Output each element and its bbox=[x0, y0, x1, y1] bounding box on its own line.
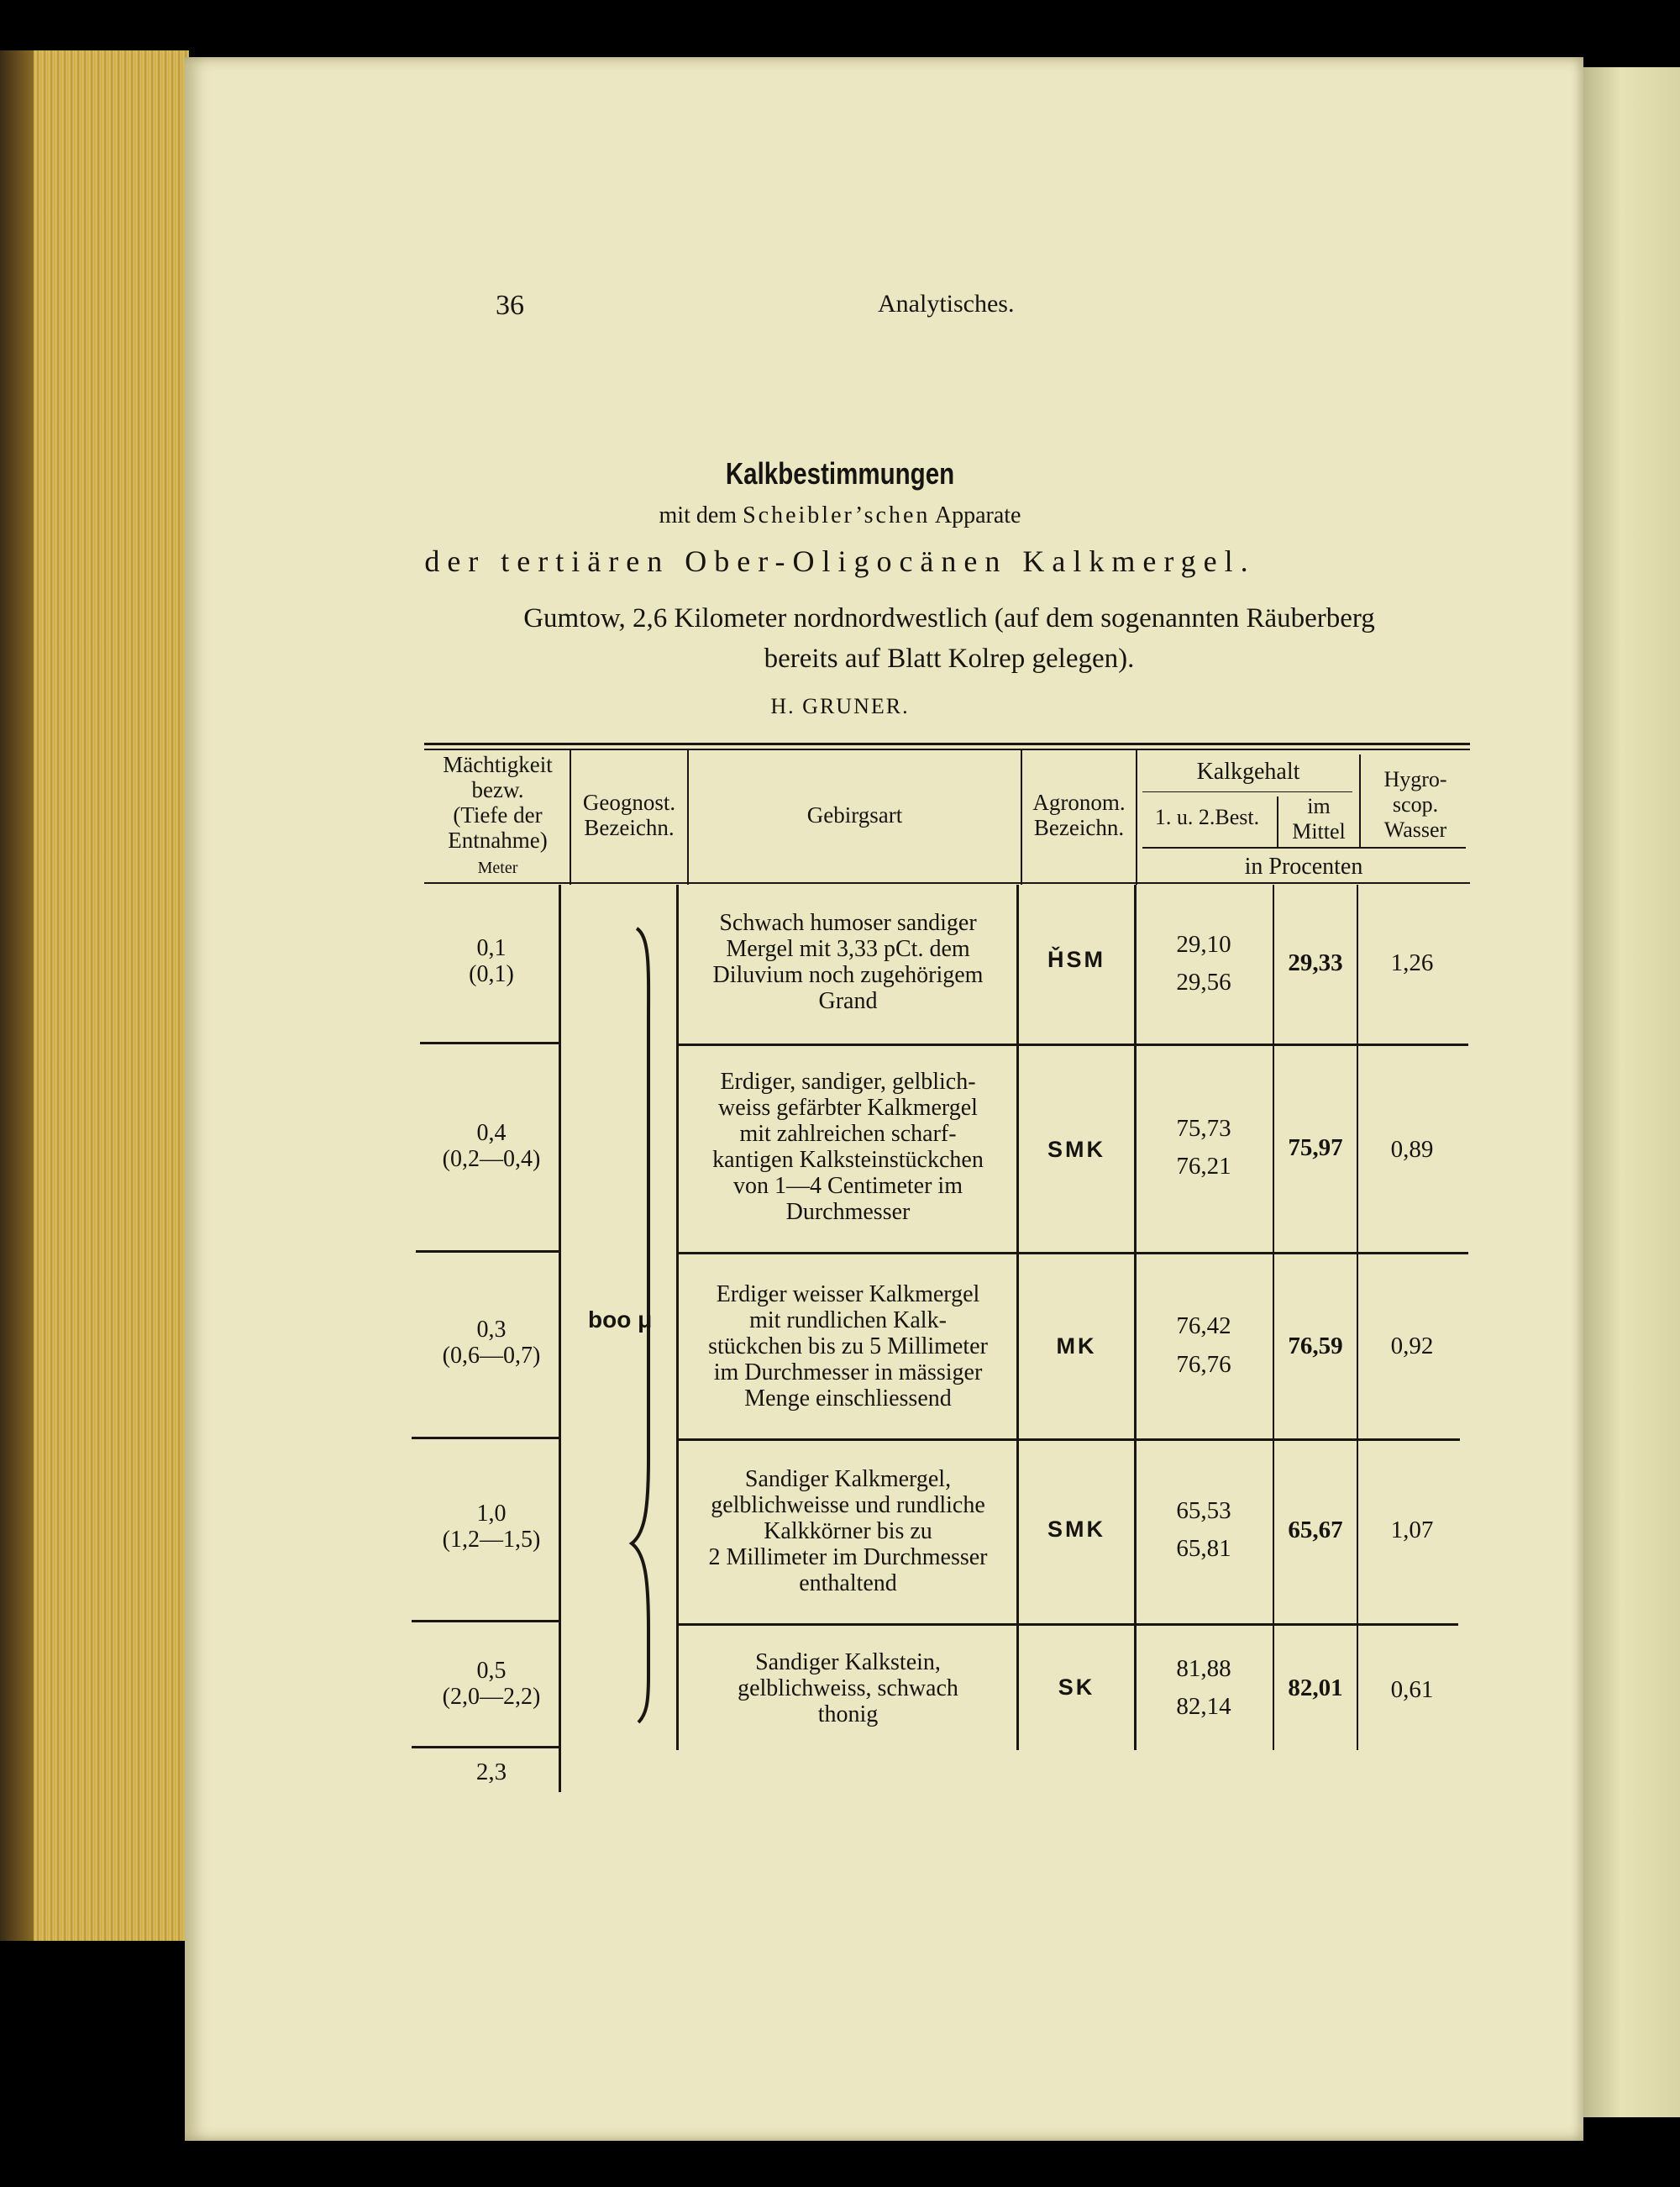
row-rule bbox=[679, 1252, 1468, 1254]
table-row-3-best2: 76,76 bbox=[1176, 1351, 1231, 1378]
table-row-2-rock: Erdiger, sandiger, gelblich- weiss gefärbter Kalkmergel mit zahlreichen scharf- kantigen Kalksteinstückchen von 1—4 Centimeter im Durchmesser bbox=[712, 1069, 984, 1225]
kalkgehalt-underline bbox=[1142, 791, 1352, 792]
row-rule bbox=[412, 1620, 561, 1622]
table-row-3-mittel: 76,59 bbox=[1288, 1333, 1343, 1359]
table-row-1-mittel: 29,33 bbox=[1288, 949, 1343, 976]
header-kalkgehalt: Kalkgehalt bbox=[1196, 759, 1300, 785]
table-top-rule bbox=[424, 743, 1470, 745]
header-in-procenten: in Procenten bbox=[1244, 854, 1363, 880]
table-row-4-best1: 65,53 bbox=[1176, 1497, 1231, 1524]
table-row-5-mittel: 82,01 bbox=[1288, 1674, 1343, 1701]
section-heading: der tertiären Ober-Oligocänen Kalkmergel. bbox=[424, 544, 1256, 578]
row-rule bbox=[412, 1437, 561, 1439]
table-row-2-depth: 0,4 (0,2—0,4) bbox=[442, 1120, 541, 1172]
final-depth: 2,3 bbox=[475, 1759, 507, 1785]
table-row-1-rock: Schwach humoser sandiger Mergel mit 3,33 pCt. dem Diluvium noch zugehörigem Grand bbox=[712, 910, 984, 1014]
table-row-2-best1: 75,73 bbox=[1176, 1115, 1231, 1142]
table-row-1-best1: 29,10 bbox=[1176, 931, 1231, 958]
geognost-symbol: boo μ bbox=[588, 1306, 653, 1333]
row-rule bbox=[679, 1438, 1460, 1441]
table-row-5-rock: Sandiger Kalkstein, gelblichweiss, schwach thonig bbox=[738, 1649, 958, 1727]
table-row-1-depth: 0,1 (0,1) bbox=[469, 935, 514, 987]
table-row-4-depth: 1,0 (1,2—1,5) bbox=[442, 1501, 541, 1553]
table-row-2-mittel: 75,97 bbox=[1288, 1134, 1343, 1161]
header-agronom: Agronom. Bezeichn. bbox=[1032, 790, 1126, 840]
table-row-4-rock: Sandiger Kalkmergel, gelblichweisse und rundliche Kalkkörner bis zu 2 Millimeter im Durchmesser enthaltend bbox=[708, 1466, 988, 1596]
table-row-2-hygro: 0,89 bbox=[1390, 1136, 1434, 1163]
body-divider-depth bbox=[559, 885, 561, 1792]
table-row-5-agronom: SK bbox=[1058, 1674, 1095, 1700]
header-depth-unit: Meter bbox=[477, 859, 518, 877]
table-row-3-agronom: MK bbox=[1056, 1333, 1097, 1359]
page-title: Kalkbestimmungen bbox=[725, 456, 955, 491]
body-divider-hygro bbox=[1357, 885, 1358, 1750]
table-row-4-mittel: 65,67 bbox=[1288, 1517, 1343, 1543]
table-row-3-rock: Erdiger weisser Kalkmergel mit rundlichen Kalk- stückchen bis zu 5 Millimeter im Durchmesser in mässiger Menge einschliessend bbox=[708, 1281, 988, 1412]
table-row-2-agronom: SMK bbox=[1047, 1137, 1105, 1162]
next-page-edge bbox=[1581, 67, 1680, 2117]
header-best: 1. u. 2.Best. bbox=[1154, 805, 1260, 829]
table-row-4-hygro: 1,07 bbox=[1390, 1517, 1434, 1543]
table-row-5-depth: 0,5 (2,0—2,2) bbox=[442, 1658, 541, 1710]
location-text: Gumtow, 2,6 Kilometer nordnordwestlich (auf dem sogenannten Räuberberg bereits auf Blatt Kolrep gelegen). bbox=[523, 603, 1375, 674]
running-head: Analytisches. bbox=[878, 290, 1015, 318]
header-geognost: Geognost. Bezeichn. bbox=[582, 790, 676, 840]
author: H. GRUNER. bbox=[770, 694, 910, 718]
row-rule bbox=[679, 1623, 1458, 1626]
header-rock: Gebirgsart bbox=[806, 802, 903, 828]
book-spine-shadow bbox=[0, 50, 34, 1941]
header-depth: Mächtigkeit bezw. (Tiefe der Entnahme) bbox=[443, 752, 553, 853]
table-row-1-hygro: 1,26 bbox=[1390, 949, 1434, 976]
table-row-3-hygro: 0,92 bbox=[1390, 1333, 1434, 1359]
table-row-5-hygro: 0,61 bbox=[1390, 1676, 1434, 1703]
table-row-3-depth: 0,3 (0,6—0,7) bbox=[442, 1317, 541, 1369]
header-subrule bbox=[1142, 847, 1466, 849]
row-rule bbox=[420, 1042, 561, 1044]
body-divider-mittel bbox=[1273, 885, 1274, 1750]
table-row-1-agronom: ȞSM bbox=[1047, 947, 1105, 972]
table-row-5-best2: 82,14 bbox=[1176, 1693, 1231, 1720]
table-row-2-best2: 76,21 bbox=[1176, 1153, 1231, 1180]
table-row-4-best2: 65,81 bbox=[1176, 1535, 1231, 1562]
table-top-rule-2 bbox=[424, 749, 1470, 750]
body-divider-geognost bbox=[676, 885, 679, 1750]
body-divider-agronom bbox=[1016, 885, 1019, 1750]
subtitle: mit dem Scheibler’schen Apparate bbox=[659, 502, 1021, 528]
header-bottom-rule bbox=[424, 882, 1470, 884]
table-row-4-agronom: SMK bbox=[1047, 1517, 1105, 1542]
row-rule bbox=[416, 1250, 561, 1253]
header-hygro: Hygro- scop. Wasser bbox=[1383, 767, 1447, 842]
page-number: 36 bbox=[496, 290, 524, 321]
table-row-3-best1: 76,42 bbox=[1176, 1312, 1231, 1339]
row-rule bbox=[412, 1746, 561, 1748]
row-rule bbox=[679, 1044, 1468, 1046]
table-row-5-best1: 81,88 bbox=[1176, 1655, 1231, 1682]
table-row-1-best2: 29,56 bbox=[1176, 969, 1231, 996]
header-mittel: im Mittel bbox=[1292, 794, 1346, 844]
